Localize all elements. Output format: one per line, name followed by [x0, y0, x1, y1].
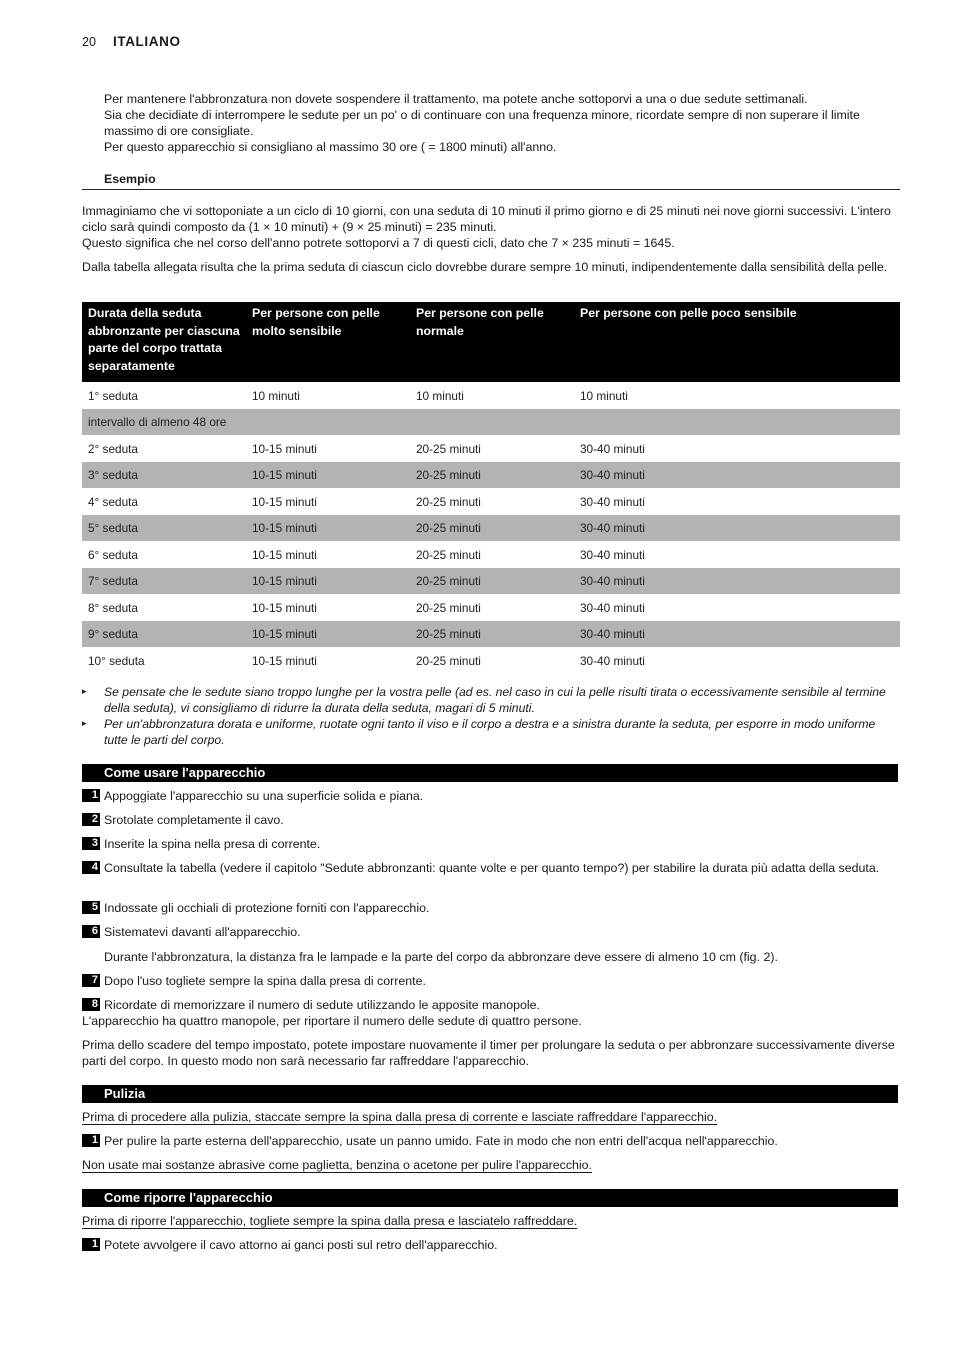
- table-cell: 30-40 minuti: [574, 462, 900, 489]
- table-cell: 30-40 minuti: [580, 494, 645, 509]
- section-title: Pulizia: [104, 1086, 146, 1101]
- step-text: Consultate la tabella (vedere il capitolo "Sedute abbronzanti: quante volte e per quanto tempo?) per stabilire la durata più adatta della seduta.: [104, 861, 880, 875]
- table-cell: 10-15 minuti: [246, 621, 410, 648]
- table-cell: 10-15 minuti: [246, 462, 410, 489]
- table-row: [82, 488, 900, 515]
- table-cell: 7° seduta: [82, 568, 246, 595]
- table-cell: 20-25 minuti: [416, 494, 481, 509]
- table-row: [82, 541, 900, 568]
- table-cell: intervallo di almeno 48 ore: [82, 409, 900, 436]
- intro-line-1: Per mantenere l'abbronzatura non dovete sospendere il trattamento, ma potete anche sottoporvi a una o due sedute settimanali.: [104, 92, 808, 106]
- table-cell: 20-25 minuti: [410, 515, 574, 542]
- table-cell: 20-25 minuti: [410, 568, 574, 595]
- table-cell: 8° seduta: [88, 600, 138, 615]
- table-cell: 10-15 minuti: [252, 600, 317, 615]
- table-cell: 30-40 minuti: [574, 568, 900, 595]
- table-cell: 10 minuti: [416, 388, 464, 403]
- intro-line-2: Sia che decidiate di interrompere le sedute per un po' o di continuare con una frequenza minore, ricordate sempre di non superare il limite massimo di ore consigliate.: [104, 108, 860, 138]
- table-cell: 2° seduta: [88, 441, 138, 456]
- table-cell: 30-40 minuti: [574, 515, 900, 542]
- bullet-arrow-icon: ▸: [82, 686, 87, 696]
- pulizia-caution: [82, 1157, 897, 1173]
- esempio-paragraph-3: Dalla tabella allegata risulta che la prima seduta di ciascun ciclo dovrebbe durare sempre 10 minuti, indipendentemente dalla sensibilità della pelle.: [82, 260, 888, 274]
- section-heading-uso: [82, 764, 898, 782]
- step-number-badge: 1: [82, 1238, 100, 1251]
- table-row: [82, 621, 900, 648]
- table-header-cell: Per persone con pelle molto sensibile: [246, 302, 410, 382]
- table-cell: 20-25 minuti: [416, 653, 481, 668]
- section-heading-pulizia: [82, 1085, 898, 1103]
- section-heading-riporre: [82, 1189, 898, 1207]
- step-text: Srotolate completamente il cavo.: [104, 813, 284, 827]
- step-text: Sistematevi davanti all'apparecchio.: [104, 925, 301, 939]
- step-6-note: Durante l'abbronzatura, la distanza fra le lampade e la parte del corpo da abbronzare deve essere di almeno 10 cm (fig. 2).: [104, 950, 778, 964]
- bullet-arrow-icon: ▸: [82, 718, 87, 728]
- table-cell: 20-25 minuti: [416, 600, 481, 615]
- table-cell: 20-25 minuti: [416, 441, 481, 456]
- step-number-badge: 6: [82, 925, 100, 938]
- table-header-cell: Per persone con pelle normale: [410, 302, 574, 382]
- table-row: [82, 568, 900, 595]
- table-cell: 10-15 minuti: [252, 653, 317, 668]
- table-cell: 5° seduta: [82, 515, 246, 542]
- table-cell: 6° seduta: [88, 547, 138, 562]
- table-cell: 30-40 minuti: [580, 600, 645, 615]
- step-text: Potete avvolgere il cavo attorno ai ganci posti sul retro dell'apparecchio.: [104, 1238, 498, 1252]
- step-8-note: L'apparecchio ha quattro manopole, per riportare il numero delle sedute di quattro persone.: [82, 1014, 582, 1028]
- section-divider: [82, 189, 900, 190]
- table-cell: 20-25 minuti: [410, 621, 574, 648]
- table-cell: 4° seduta: [88, 494, 138, 509]
- page-number: 20: [82, 35, 96, 49]
- warning-text: Prima di riporre l'apparecchio, togliete sempre la spina dalla presa e lasciatelo raffreddare.: [82, 1214, 578, 1228]
- step-text: Appoggiate l'apparecchio su una superficie solida e piana.: [104, 789, 424, 803]
- table-cell: 30-40 minuti: [574, 621, 900, 648]
- step-text: Dopo l'uso togliete sempre la spina dalla presa di corrente.: [104, 974, 426, 988]
- esempio-label: Esempio: [104, 172, 156, 186]
- table-row: [82, 515, 900, 542]
- table-cell: 1° seduta: [88, 388, 138, 403]
- step-text: Indossate gli occhiali di protezione forniti con l'apparecchio.: [104, 901, 430, 915]
- table-row: [82, 435, 900, 462]
- step-text: Per pulire la parte esterna dell'apparecchio, usate un panno umido. Fate in modo che non entri dell'acqua nell'apparecchio.: [104, 1134, 778, 1148]
- table-cell: 10° seduta: [88, 653, 145, 668]
- section-title: Come riporre l'apparecchio: [104, 1190, 273, 1205]
- table-row: [82, 409, 900, 436]
- step-number-badge: 7: [82, 974, 100, 987]
- table-cell: 10-15 minuti: [252, 494, 317, 509]
- step-number-badge: 1: [82, 789, 100, 802]
- note-2: Per un'abbronzatura dorata e uniforme, ruotate ogni tanto il viso e il corpo a destra e a sinistra durante la seduta, per esporre in modo uniforme tutte le parti del corpo.: [104, 717, 876, 747]
- step-number-badge: 4: [82, 861, 100, 874]
- table-cell: 30-40 minuti: [580, 653, 645, 668]
- table-cell: 10 minuti: [252, 388, 300, 403]
- language-heading: ITALIANO: [113, 34, 181, 49]
- tanning-schedule-table: [82, 302, 900, 674]
- table-cell: 10 minuti: [580, 388, 628, 403]
- uso-extra-paragraph: Prima dello scadere del tempo impostato, potete impostare nuovamente il timer per prolungare la seduta o per abbronzare successivamente diverse parti del corpo. In questo modo non sarà necessario far raffreddare l'apparecchio.: [82, 1038, 895, 1068]
- table-cell: 9° seduta: [82, 621, 246, 648]
- table-row: [82, 382, 900, 409]
- caution-text: Non usate mai sostanze abrasive come paglietta, benzina o acetone per pulire l'apparecchio.: [82, 1158, 593, 1172]
- intro-line-3: Per questo apparecchio si consigliano al massimo 30 ore ( = 1800 minuti) all'anno.: [104, 140, 557, 154]
- table-row: [82, 462, 900, 489]
- note-1: Se pensate che le sedute siano troppo lunghe per la vostra pelle (ad es. nel caso in cui la pelle risulti tirata o eccessivamente sensibile al termine della seduta), vi consigliamo di ridurre la durata della seduta, magari di 5 minuti.: [104, 685, 886, 715]
- step-text: Inserite la spina nella presa di corrente.: [104, 837, 321, 851]
- step-number-badge: 3: [82, 837, 100, 850]
- table-row: [82, 594, 900, 621]
- section-title: Come usare l'apparecchio: [104, 765, 266, 780]
- table-cell: 3° seduta: [82, 462, 246, 489]
- table-cell: 10-15 minuti: [246, 568, 410, 595]
- table-cell: 30-40 minuti: [580, 547, 645, 562]
- table-header-cell: Durata della seduta abbronzante per ciascuna parte del corpo trattata separatamente: [82, 302, 246, 382]
- step-number-badge: 5: [82, 901, 100, 914]
- step-number-badge: 8: [82, 998, 100, 1011]
- table-row: [82, 647, 900, 674]
- pulizia-warning: [82, 1109, 897, 1125]
- esempio-paragraph-1: Immaginiamo che vi sottoponiate a un ciclo di 10 giorni, con una seduta di 10 minuti il primo giorno e di 25 minuti nei nove giorni successivi. L'intero ciclo sarà quindi composto da (1 × 10 minuti) + (9 × 25 minuti) = 235 minuti.: [82, 204, 891, 234]
- table-cell: 30-40 minuti: [580, 441, 645, 456]
- step-number-badge: 2: [82, 813, 100, 826]
- step-text: Ricordate di memorizzare il numero di sedute utilizzando le apposite manopole.: [104, 998, 540, 1012]
- table-header-cell: Per persone con pelle poco sensibile: [574, 302, 900, 382]
- warning-text: Prima di procedere alla pulizia, staccate sempre la spina dalla presa di corrente e lasciate raffreddare l'apparecchio.: [82, 1110, 718, 1124]
- esempio-paragraph-2: Questo significa che nel corso dell'anno potrete sottoporvi a 7 di questi cicli, dato che 7 × 235 minuti = 1645.: [82, 236, 675, 250]
- table-header-row: [82, 302, 900, 382]
- table-cell: 20-25 minuti: [410, 462, 574, 489]
- table-cell: 10-15 minuti: [252, 547, 317, 562]
- step-number-badge: 1: [82, 1134, 100, 1147]
- table-cell: 10-15 minuti: [246, 515, 410, 542]
- table-cell: 10-15 minuti: [252, 441, 317, 456]
- table-cell: 20-25 minuti: [416, 547, 481, 562]
- riporre-warning: [82, 1213, 897, 1229]
